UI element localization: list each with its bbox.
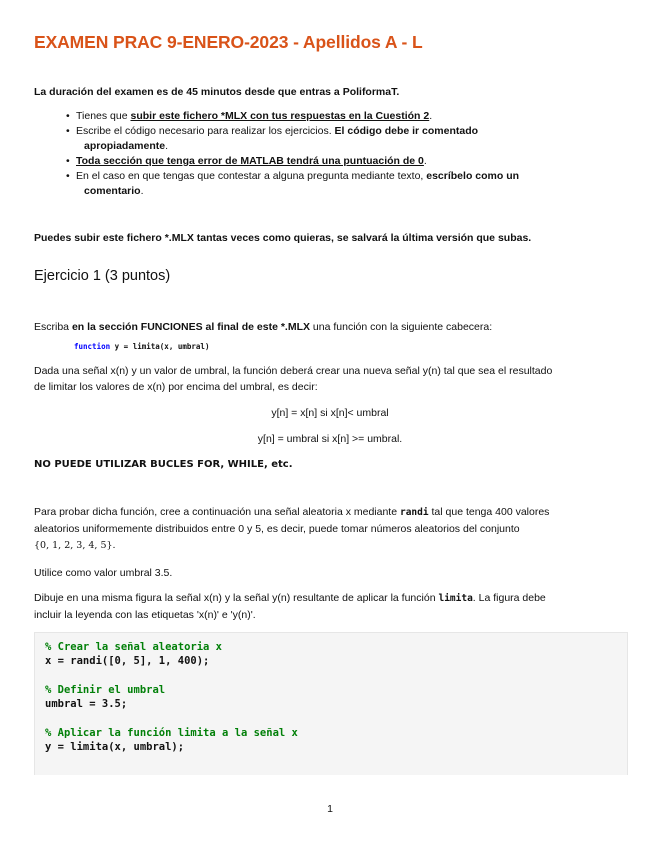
text: aleatorios uniformemente distribuidos entre 0 y 5, es decir, puede tomar números aleatorios del conjunto bbox=[34, 523, 520, 535]
function-signature bbox=[74, 342, 209, 351]
exercise-paragraph bbox=[34, 590, 626, 623]
text: Dada una señal x(n) y un valor de umbral, la función deberá crear una nueva señal y(n) tal que sea el resultado bbox=[34, 365, 553, 377]
no-loops-warning: NO PUEDE UTILIZAR BUCLES FOR, WHILE, etc. bbox=[34, 459, 293, 470]
rule-punct: . bbox=[140, 185, 144, 197]
inline-code: limita bbox=[438, 593, 473, 604]
rule-emphasis: Toda sección que tenga error de MATLAB tendrá una puntuación de 0 bbox=[76, 155, 424, 167]
rule-text: En el caso en que tengas que contestar a alguna pregunta mediante texto, bbox=[76, 170, 427, 182]
rule-emphasis: escríbelo como un bbox=[426, 170, 520, 182]
keyword: function bbox=[74, 342, 111, 351]
inline-code: randi bbox=[399, 507, 429, 518]
text: de limitar los valores de x(n) por encima del umbral, es decir: bbox=[34, 381, 318, 393]
code-line: umbral = 3.5; bbox=[45, 698, 128, 710]
rule-item bbox=[76, 154, 596, 169]
rule-emphasis: subir este fichero *MLX con tus respuestas en la Cuestión 2 bbox=[130, 110, 430, 122]
rule-emphasis: comentario bbox=[84, 185, 141, 197]
rules-list bbox=[34, 109, 596, 199]
exercise-paragraph bbox=[34, 319, 626, 335]
text: una función con la siguiente cabecera: bbox=[310, 321, 493, 333]
rule-item bbox=[76, 109, 596, 124]
text: Dibuje en una misma figura la señal x(n) y la señal y(n) resultante de aplicar la función bbox=[34, 592, 439, 604]
rule-item bbox=[76, 124, 596, 154]
rule-text: Escribe el código necesario para realizar los ejercicios. bbox=[76, 125, 335, 137]
exercise-paragraph bbox=[34, 504, 626, 554]
exercise-paragraph bbox=[34, 363, 626, 395]
text: Para probar dicha función, cree a continuación una señal aleatoria x mediante bbox=[34, 506, 400, 518]
rule-emphasis: apropiadamente bbox=[84, 140, 166, 152]
code-comment: % Definir el umbral bbox=[45, 684, 166, 696]
code-comment: % Crear la señal aleatoria x bbox=[45, 641, 223, 653]
text: . La figura debe bbox=[472, 592, 546, 604]
intro-text: La duración del examen es de 45 minutos desde que entras a PoliformaT. bbox=[34, 86, 400, 98]
page-title: EXAMEN PRAC 9-ENERO-2023 - Apellidos A - L bbox=[34, 32, 423, 52]
page-number: 1 bbox=[327, 803, 333, 815]
code-comment: % Aplicar la función limita a la señal x bbox=[45, 727, 298, 739]
resubmit-note: Puedes subir este fichero *.MLX tantas veces como quieras, se salvará la última versión que subas. bbox=[34, 232, 532, 244]
code-cell[interactable] bbox=[34, 632, 628, 775]
signature-text: y = limita(x, umbral) bbox=[110, 342, 210, 351]
equation-1: y[n] = x[n] si x[n]< umbral bbox=[271, 407, 389, 419]
rule-punct: . bbox=[165, 140, 169, 152]
text: Escriba bbox=[34, 321, 72, 333]
exercise-heading: Ejercicio 1 (3 puntos) bbox=[34, 268, 171, 284]
text-emphasis: en la sección FUNCIONES al final de este *.MLX bbox=[71, 321, 311, 333]
rule-item bbox=[76, 169, 596, 199]
code-line: y = limita(x, umbral); bbox=[45, 741, 185, 753]
code-line: x = randi([0, 5], 1, 400); bbox=[45, 655, 210, 667]
math-set: {0, 1, 2, 3, 4, 5}. bbox=[34, 540, 116, 551]
exercise-paragraph: Utilice como valor umbral 3.5. bbox=[34, 567, 173, 579]
rule-punct: . bbox=[429, 110, 433, 122]
equation-2: y[n] = umbral si x[n] >= umbral. bbox=[257, 433, 403, 445]
rule-emphasis: El código debe ir comentado bbox=[334, 125, 479, 137]
text: incluir la leyenda con las etiquetas 'x(n)' e 'y(n)'. bbox=[34, 609, 256, 621]
rule-punct: . bbox=[423, 155, 427, 167]
rule-text: Tienes que bbox=[76, 110, 131, 122]
text: tal que tenga 400 valores bbox=[428, 506, 550, 518]
